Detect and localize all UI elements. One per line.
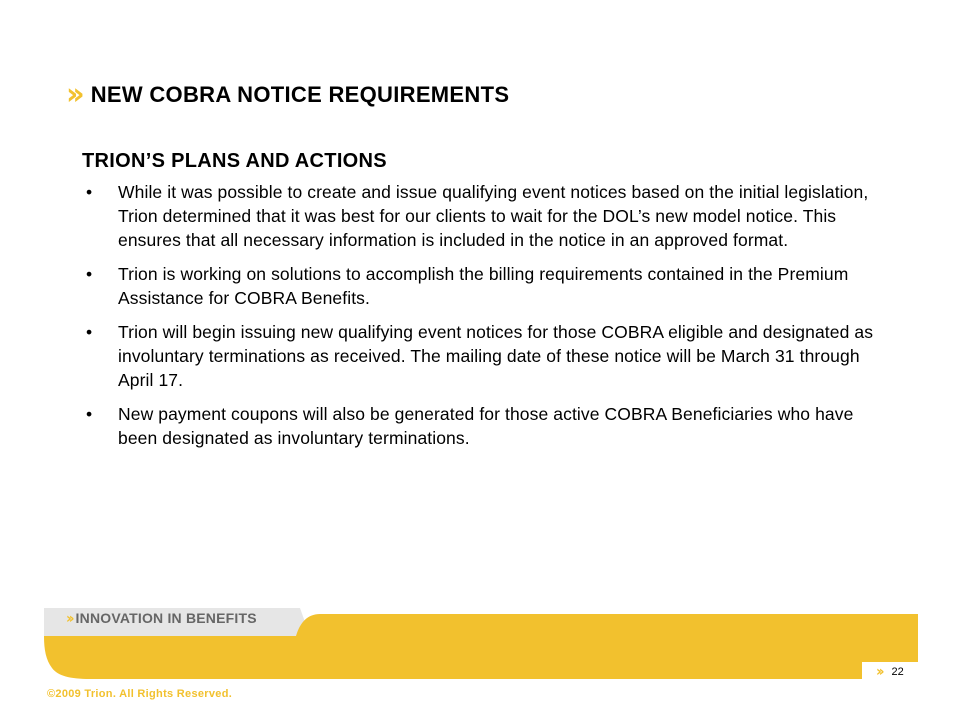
bullet-icon: • <box>86 404 93 424</box>
bullet-item <box>82 402 882 450</box>
page-number: 22 <box>891 666 904 678</box>
footer-tagline-text: INNOVATION IN BENEFITS <box>75 610 257 626</box>
bullet-icon: • <box>86 322 93 342</box>
bullet-text: Trion is working on solutions to accomplish the billing requirements contained in the Premium Assistance for COBRA Benefits. <box>118 264 849 308</box>
chevron-icon: ›› <box>66 611 72 627</box>
bullet-item <box>82 320 882 392</box>
copyright-text: ©2009 Trion. All Rights Reserved. <box>47 688 233 700</box>
bullet-item <box>82 180 882 252</box>
page-number-row <box>876 664 904 680</box>
chevron-icon: ›› <box>66 77 79 112</box>
section-subtitle: TRION’S PLANS AND ACTIONS <box>82 150 387 172</box>
slide-title-row <box>66 77 510 112</box>
bullet-text: While it was possible to create and issue qualifying event notices based on the initial legislation, Trion determined that it was best for our clients to wait for the DOL’s new model notice. This ensures that all necessary information is included in the notice in an approved format. <box>118 182 869 250</box>
chevron-icon: ›› <box>876 664 882 680</box>
bullet-icon: • <box>86 182 93 202</box>
footer-tagline <box>66 610 257 627</box>
bullet-icon: • <box>86 264 93 284</box>
slide-title: NEW COBRA NOTICE REQUIREMENTS <box>90 82 510 107</box>
bullet-list <box>82 180 882 460</box>
bullet-text: New payment coupons will also be generated for those active COBRA Beneficiaries who have been designated as involuntary terminations. <box>118 404 854 448</box>
bullet-text: Trion will begin issuing new qualifying event notices for those COBRA eligible and designated as involuntary terminations as received. The mailing date of these notice will be March 31 through April 17. <box>118 322 874 390</box>
bullet-item <box>82 262 882 310</box>
